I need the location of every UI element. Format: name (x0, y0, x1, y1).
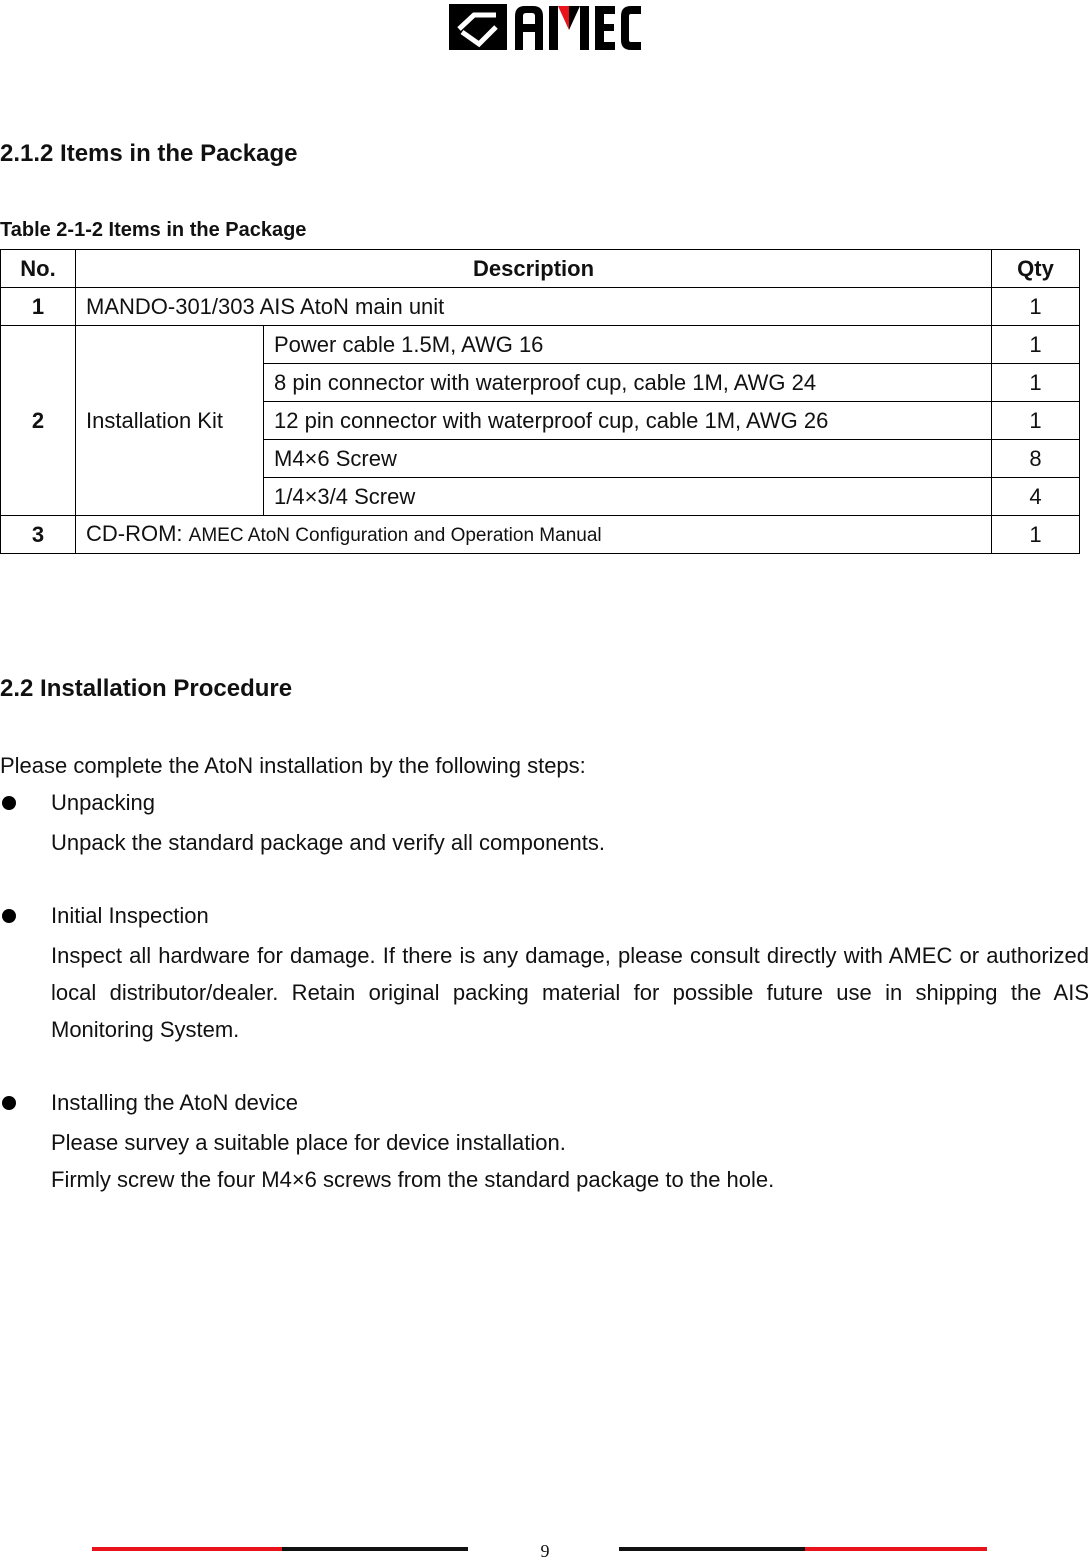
row-description: Power cable 1.5M, AWG 16 (264, 326, 992, 364)
row-qty: 1 (992, 364, 1080, 402)
row-description: MANDO-301/303 AIS AtoN main unit (76, 288, 992, 326)
bullet-icon (2, 909, 16, 923)
footer-bar-red-right (805, 1547, 987, 1551)
row-qty: 1 (992, 402, 1080, 440)
step-title: Unpacking (51, 790, 155, 815)
section-heading-items-in-package: 2.1.2 Items in the Package (0, 140, 298, 167)
step-line: Please survey a suitable place for device installation. (51, 1130, 566, 1155)
step-body (51, 824, 1089, 861)
row-qty: 4 (992, 478, 1080, 516)
bullet-icon (2, 1096, 16, 1110)
bullet-icon (2, 796, 16, 810)
header-qty: Qty (992, 250, 1080, 288)
table-row (1, 288, 1080, 326)
row-description: M4×6 Screw (264, 440, 992, 478)
table-row (1, 516, 1080, 554)
row-qty: 1 (992, 288, 1080, 326)
row-description: 8 pin connector with waterproof cup, cable 1M, AWG 24 (264, 364, 992, 402)
footer-bar-black-right (619, 1547, 805, 1551)
row-number: 2 (1, 326, 76, 516)
step-paragraph: Inspect all hardware for damage. If there is any damage, please consult directly with AMEC or authorized local distributor/dealer. Retain original packing material for possible future use in shipping the AIS Monitoring System. (51, 943, 1089, 1042)
row-description: 1/4×3/4 Screw (264, 478, 992, 516)
step-line: Firmly screw the four M4×6 screws from the standard package to the hole. (51, 1167, 775, 1192)
header-description: Description (76, 250, 992, 288)
procedure-intro: Please complete the AtoN installation by the following steps: (0, 753, 586, 778)
row-number: 3 (1, 516, 76, 554)
package-items-table (0, 249, 1080, 554)
cd-rom-prefix: CD-ROM: (86, 520, 189, 546)
row-description: 12 pin connector with waterproof cup, cable 1M, AWG 26 (264, 402, 992, 440)
page-number: 9 (540, 1541, 550, 1561)
row-qty: 8 (992, 440, 1080, 478)
section-heading-installation-procedure: 2.2 Installation Procedure (0, 675, 293, 702)
step-title: Installing the AtoN device (51, 1090, 299, 1115)
table-row (1, 326, 1080, 364)
step-title: Initial Inspection (51, 903, 209, 928)
amec-logo (449, 2, 641, 52)
cd-rom-title: AMEC AtoN Configuration and Operation Manual (188, 524, 602, 546)
table-caption: Table 2-1-2 Items in the Package (0, 219, 307, 241)
table-header-row (1, 250, 1080, 288)
footer-bar-black-left (282, 1547, 468, 1551)
row-number: 1 (1, 288, 76, 326)
footer-bar-red-left (92, 1547, 282, 1551)
step-line: Unpack the standard package and verify all components. (51, 830, 605, 855)
row-qty: 1 (992, 516, 1080, 554)
step-body (51, 1124, 1089, 1198)
row-qty: 1 (992, 326, 1080, 364)
header-no: No. (1, 250, 76, 288)
row-group-label: Installation Kit (76, 326, 264, 516)
row-description (76, 516, 992, 554)
